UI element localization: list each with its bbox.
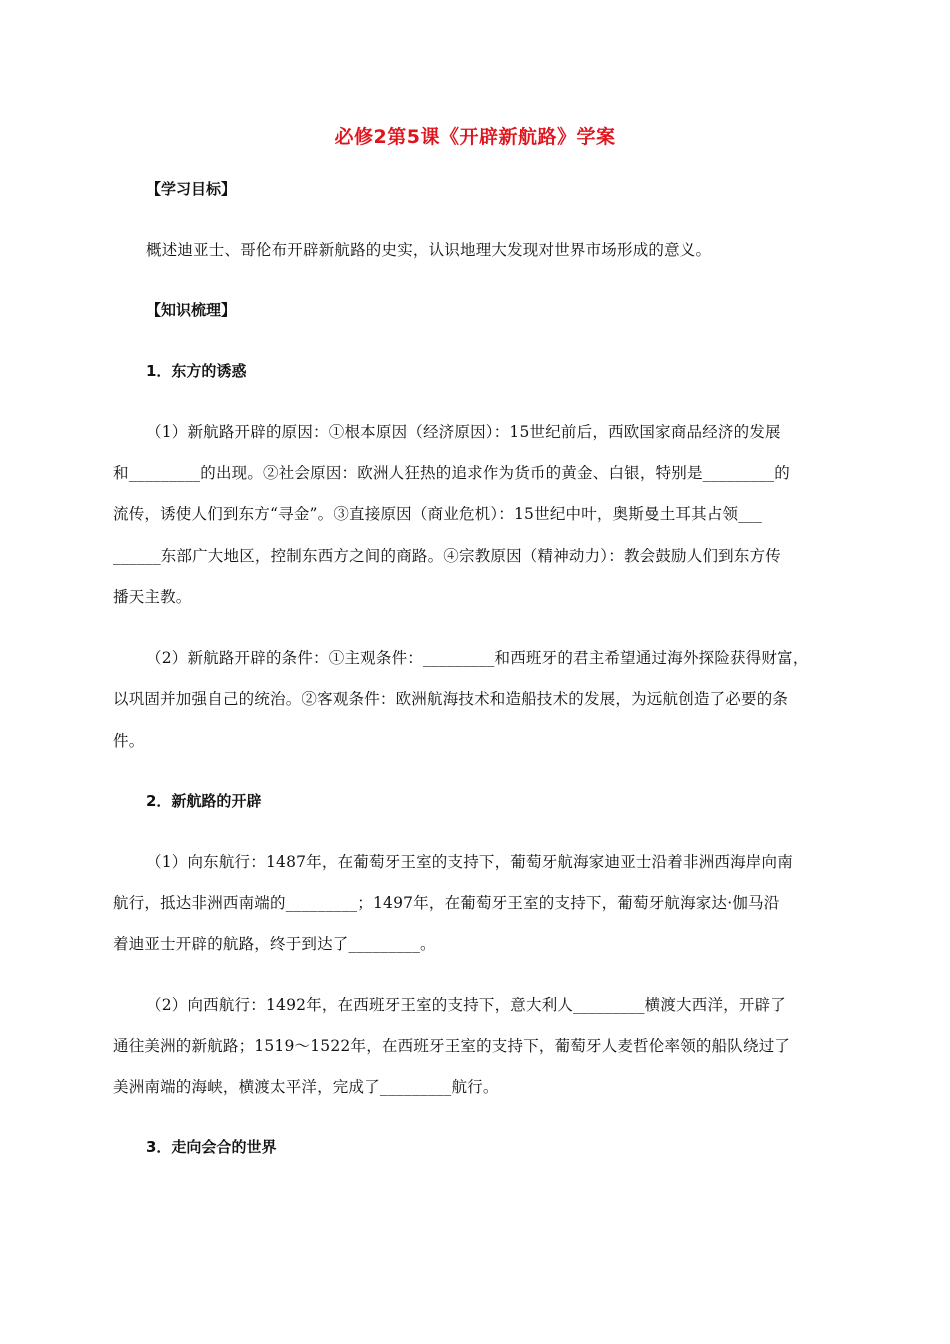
part2-p2-line: （2）向西航行：1492年，在西班牙王室的支持下，意大利人_________横渡大西洋，开辟了 <box>146 996 786 1014</box>
document-title: 必修2第5课《开辟新航路》学案 <box>334 126 616 148</box>
part1-p1-line: （1）新航路开辟的原因：①根本原因（经济原因）：15世纪前后，西欧国家商品经济的发展 <box>146 423 781 441</box>
part1-p2-line: （2）新航路开辟的条件：①主观条件：_________和西班牙的君主希望通过海外探险获得财富， <box>146 649 809 667</box>
part2-heading: 2．新航路的开辟 <box>146 792 262 810</box>
knowledge-heading: 【知识梳理】 <box>146 301 237 319</box>
part1-p1-line: ______东部广大地区，控制东西方之间的商路。④宗教原因（精神动力）：教会鼓励人们到东方传 <box>113 547 781 565</box>
part1-p1-line: 和_________的出现。②社会原因：欧洲人狂热的追求作为货币的黄金、白银，特别是_________的 <box>113 464 790 482</box>
part1-p2-line: 件。 <box>113 732 145 750</box>
part1-p2-line: 以巩固并加强自己的统治。②客观条件：欧洲航海技术和造船技术的发展，为远航创造了必要的条 <box>113 690 789 708</box>
objectives-heading: 【学习目标】 <box>146 180 237 198</box>
part2-p1-line: （1）向东航行：1487年，在葡萄牙王室的支持下，葡萄牙航海家迪亚士沿着非洲西海岸向南 <box>146 853 793 871</box>
part1-heading: 1．东方的诱惑 <box>146 362 247 380</box>
part2-p2-line: 通往美洲的新航路；1519～1522年，在西班牙王室的支持下，葡萄牙人麦哲伦率领的船队绕过了 <box>113 1037 791 1055</box>
part2-p2-line: 美洲南端的海峡，横渡太平洋，完成了_________航行。 <box>113 1078 499 1096</box>
part3-heading: 3．走向会合的世界 <box>146 1138 277 1156</box>
part1-p1-line: 播天主教。 <box>113 588 192 606</box>
part2-p1-line: 航行，抵达非洲西南端的_________；1497年，在葡萄牙王室的支持下，葡萄牙航海家达·伽马沿 <box>113 894 780 912</box>
part1-p1-line: 流传，诱使人们到东方“寻金”。③直接原因（商业危机）：15世纪中叶，奥斯曼土耳其占领___ <box>113 505 763 523</box>
objectives-text: 概述迪亚士、哥伦布开辟新航路的史实，认识地理大发现对世界市场形成的意义。 <box>146 241 712 259</box>
part2-p1-line: 着迪亚士开辟的航路，终于到达了_________。 <box>113 935 436 953</box>
